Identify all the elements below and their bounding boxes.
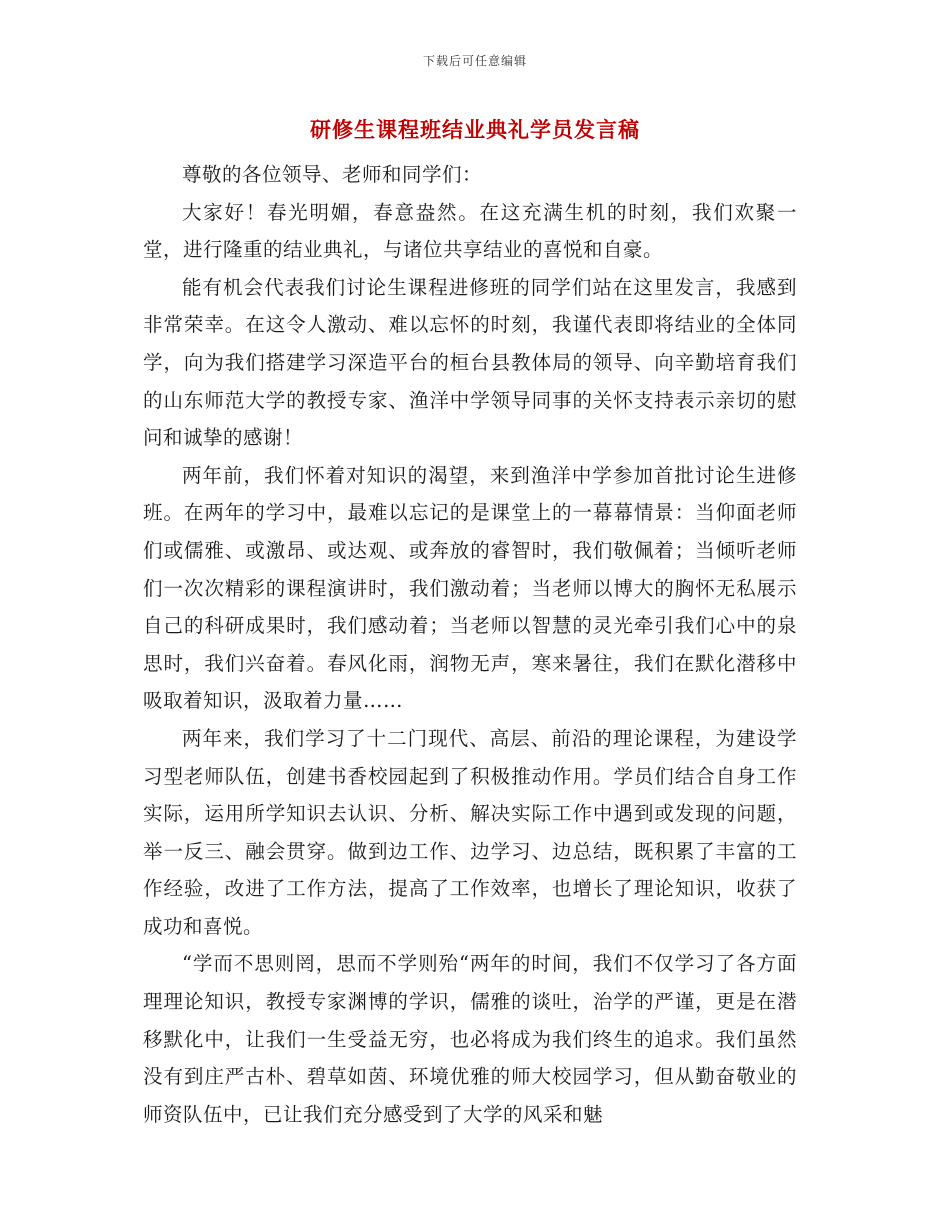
paragraph-thanks: 能有机会代表我们讨论生课程进修班的同学们站在这里发言，我感到非常荣幸。在这令人激动、难以忘怀的时刻，我谨代表即将结业的全体同学，向为我们搭建学习深造平台的桓台县教体局的领导、向辛勤培育我们的山东师范大学的教授专家、渔洋中学领导同事的关怀支持表示亲切的慰问和诚挚的感谢！ <box>143 275 797 450</box>
paragraph-reflection: “学而不思则罔，思而不学则殆“两年的时间，我们不仅学习了各方面理理论知识，教授专家渊博的学识，儒雅的谈吐，治学的严谨，更是在潜移默化中，让我们一生受益无穷，也必将成为我们终生的追求。我们虽然没有到庄严古朴、碧草如茵、环境优雅的师大校园学习，但从勤奋敬业的师资队伍中，已让我们充分感受到了大学的风采和魅 <box>143 952 797 1126</box>
paragraph-greeting: 大家好！春光明媚，春意盎然。在这充满生机的时刻，我们欢聚一堂，进行隆重的结业典礼，与诸位共享结业的喜悦和自豪。 <box>143 200 797 262</box>
paragraph-salutation: 尊敬的各位领导、老师和同学们： <box>182 163 483 186</box>
document-body <box>143 156 797 1133</box>
page-header-note: 下载后可任意编辑 <box>422 54 527 68</box>
document-title: 研修生课程班结业典礼学员发言稿 <box>310 117 640 142</box>
paragraph-achievements: 两年来，我们学习了十二门现代、高层、前沿的理论课程，为建设学习型老师队伍，创建书香校园起到了积极推动作用。学员们结合自身工作实际，运用所学知识去认识、分析、解决实际工作中遇到或发现的问题，举一反三、融会贯穿。做到边工作、边学习、边总结，既积累了丰富的工作经验，改进了工作方法，提高了工作效率，也增长了理论知识，收获了成功和喜悦。 <box>143 726 797 938</box>
paragraph-memories: 两年前，我们怀着对知识的渴望，来到渔洋中学参加首批讨论生进修班。在两年的学习中，最难以忘记的是课堂上的一幕幕情景：当仰面老师们或儒雅、或激昂、或达观、或奔放的睿智时，我们敬佩着；当倾听老师们一次次精彩的课程演讲时，我们激动着；当老师以博大的胸怀无私展示自己的科研成果时，我们感动着；当老师以智慧的灵光牵引我们心中的泉思时，我们兴奋着。春风化雨，润物无声，寒来暑往，我们在默化潜移中吸取着知识，汲取着力量…… <box>143 463 797 713</box>
